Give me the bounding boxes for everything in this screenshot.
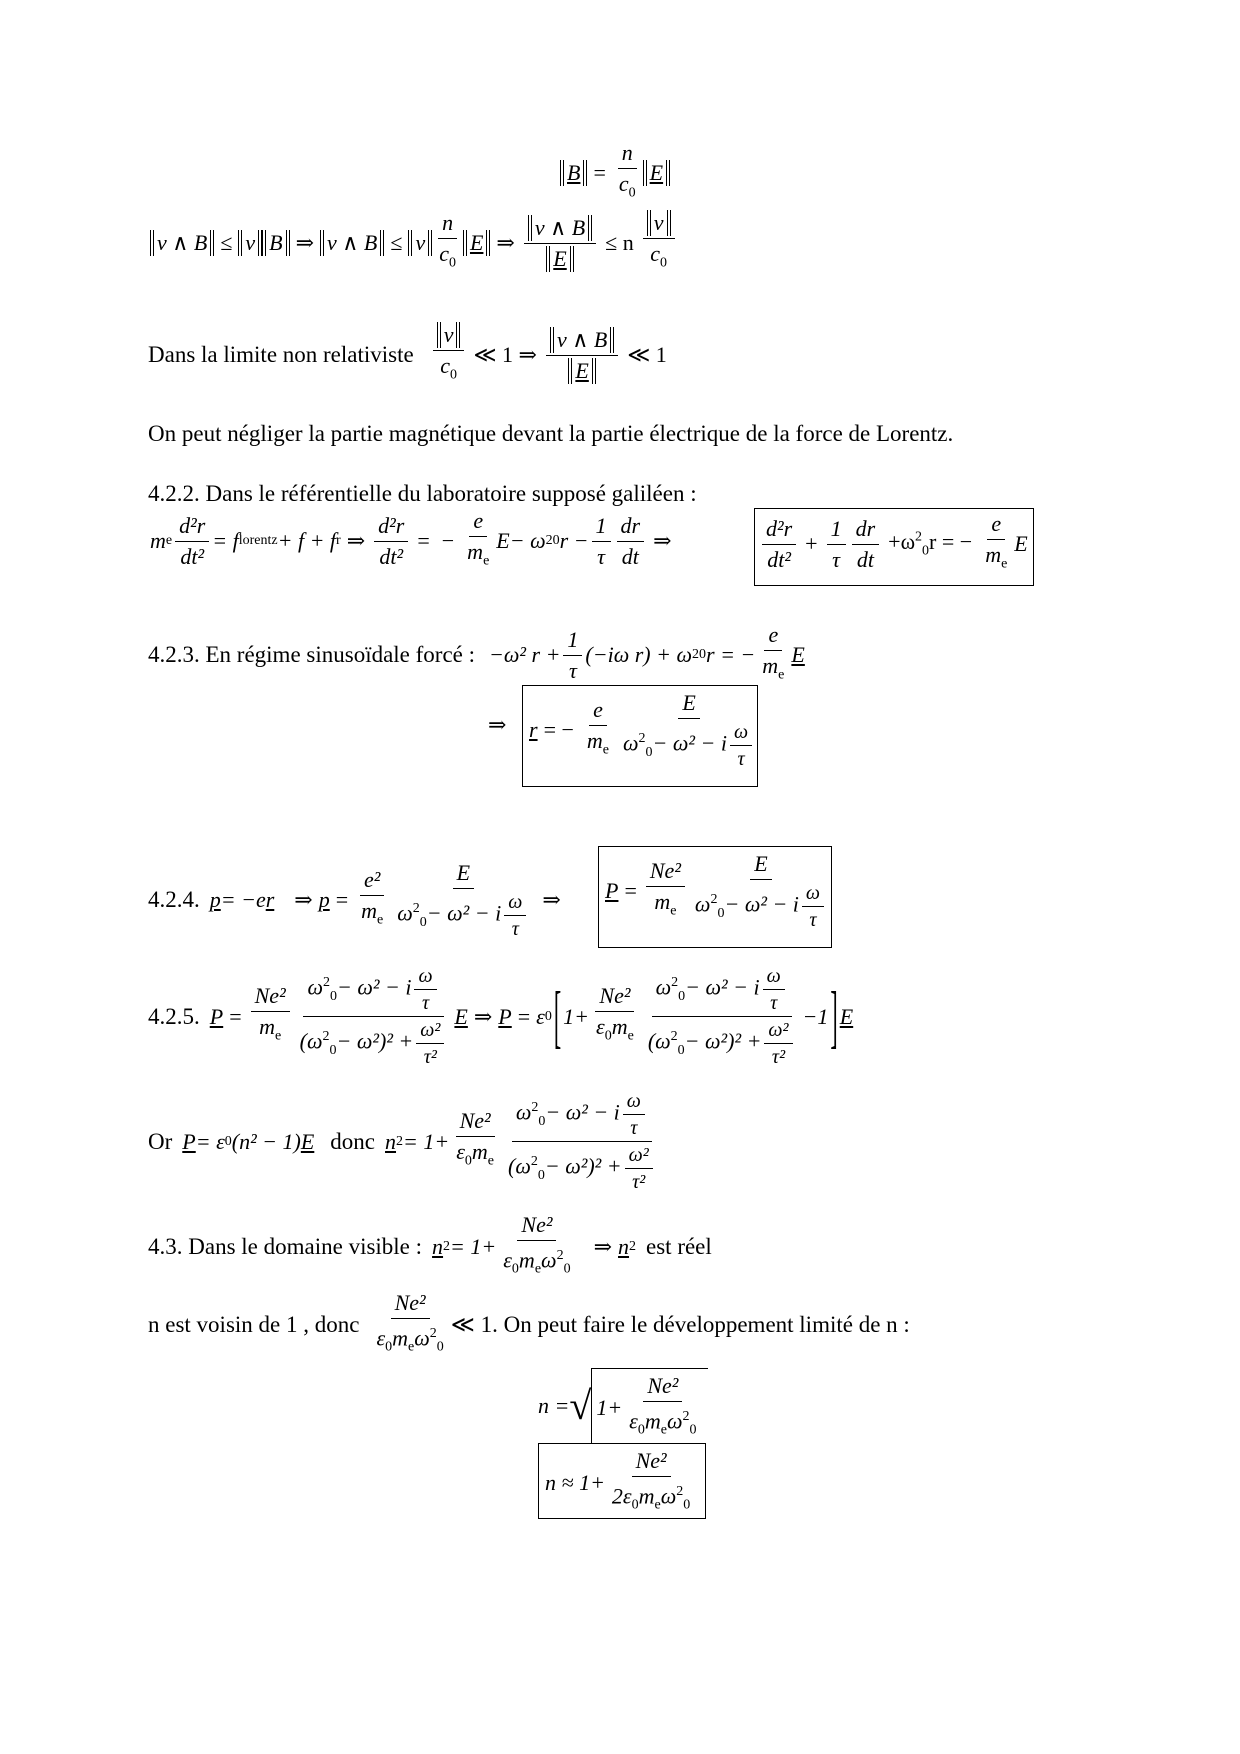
d2r-3: d²r (762, 516, 796, 545)
norm-v-wedge-b: v ∧ B (150, 230, 214, 256)
p-cap-4: P (182, 1128, 196, 1154)
ta-6: τ (630, 1117, 638, 1139)
e-num: e (469, 508, 487, 537)
den1-3: (ω (508, 1153, 531, 1179)
p-cap-2: P (209, 1003, 224, 1029)
e-3: e (764, 622, 782, 651)
norm-b: B (262, 230, 289, 256)
norm-v: v (238, 230, 262, 256)
le-n: ≤ n (605, 230, 634, 256)
ne2-7: Ne² (643, 1373, 682, 1402)
eq1: −ω² r + (489, 642, 561, 668)
m-12: m (392, 1325, 409, 1351)
w-4: ω (660, 1483, 677, 1509)
e-vec-6: E (750, 851, 771, 880)
sub-e: e (165, 533, 173, 549)
section-4-2-2-label: 4.2.2. Dans le référentielle du laboratoire supposé galiléen : (148, 481, 697, 506)
tau-2: τ (832, 546, 841, 572)
implies-5: ⇒ (294, 887, 313, 912)
m-5: m (586, 727, 603, 753)
e-vec: E (496, 528, 510, 554)
p-cap: P (605, 878, 619, 903)
minus-one: −1 (802, 1003, 829, 1029)
ne2-3: Ne² (595, 983, 634, 1012)
om-6: ω (623, 1090, 645, 1115)
m-8: m (259, 1014, 275, 1040)
d2r: d²r (175, 513, 209, 542)
paragraph-lorentz: On peut négliger la partie magnétique devant la partie électrique de la force de Lorentz. (148, 421, 954, 446)
dr: dr (617, 513, 645, 542)
e-vec-4: E (678, 690, 699, 719)
nonrel-frac-c: c (440, 353, 450, 378)
forces: = f (212, 528, 239, 554)
n-under: n (385, 1128, 397, 1154)
e-vec-9: E (300, 1128, 315, 1154)
den2-4: − ω²)² + (336, 1028, 414, 1054)
m-7: m (654, 888, 671, 914)
plus-f: + f + f (277, 528, 337, 554)
boxed-result-4-2-4: P = $\frac{\text{Ne²}}{m_e}$ E $\omega^2_0- \omega^2 - i$ $\frac{\omega}{\tau}$ (598, 846, 832, 948)
num-omega: ω (307, 974, 324, 1000)
frac-c: c (439, 241, 449, 266)
equation-or: Or P = ε 0 (n² − 1) E donc n 2 = 1+ $\frac{\text{Ne²}}{\varepsilon_0m_e}$ $\omega^2_0- \omega^2 - i$ $\frac{\omega}{\tau}$ $(\omega^2_0- \omega^2)^2$ + $\frac{\text{ω²}}{\text{τ²}}$ (148, 1090, 663, 1193)
eq2: (−iω r) + ω (585, 642, 693, 668)
eps-5: ε (376, 1325, 386, 1351)
m-6: m (361, 897, 378, 923)
equation-inequality (150, 210, 678, 276)
ta2: τ² (423, 1046, 437, 1068)
or-label: Or (148, 1128, 173, 1154)
den2-6: − ω²)² + (544, 1153, 622, 1179)
rhs: = 1+ (403, 1128, 450, 1154)
implies-3: ⇒ (346, 528, 366, 554)
tau: τ (597, 543, 605, 569)
w: ω (541, 1247, 557, 1273)
one-3: 1 (563, 627, 582, 656)
r-vec: r (529, 717, 538, 742)
e-vec-7: E (454, 1003, 468, 1029)
nonrel-frac-vb: v ∧ B (550, 327, 614, 353)
nonrel-frac-v: v (437, 322, 461, 348)
frac-den-e: E (546, 246, 573, 272)
ll-one: ≪ 1 (627, 342, 667, 368)
sub-lorentz: lorentz (238, 533, 278, 549)
norm-v-wedge-b-2: v ∧ B (320, 230, 384, 256)
equals-sign: = (593, 160, 606, 186)
norm-v-2: v (408, 230, 432, 256)
frac-n: n (438, 210, 457, 239)
dt-2: dt (856, 546, 874, 572)
den1: (ω (299, 1028, 323, 1054)
den2-2: − ω² − i (426, 900, 502, 926)
m: m (150, 528, 166, 554)
ll-implies: ≪ 1 ⇒ (473, 342, 537, 368)
equation-4-2-3: 4.2.3. En régime sinusoïdale forcé : −ω² r + $\frac{1}{\tau}$ (−iω r) + ω 2 0 r = − $\frac{e}{m_e}$ E (148, 622, 805, 683)
two-eps: 2ε (611, 1483, 632, 1509)
eq-minus-e: = −e (220, 887, 266, 912)
den1-2: (ω (647, 1028, 671, 1054)
implies-4: ⇒ (653, 528, 672, 554)
section-4-3-label: 4.3. Dans le domaine visible : (148, 1234, 423, 1260)
num2-3: − ω² − i (545, 1099, 620, 1125)
e-vec-3: E (791, 642, 805, 668)
sub-zero-2: 0 (448, 255, 456, 271)
m-9: m (611, 1014, 628, 1040)
dt: dt (621, 543, 639, 569)
n-approx: n ≈ 1+ (545, 1470, 605, 1496)
w-3: ω (666, 1408, 683, 1434)
section-4-2-4-label: 4.2.4. (148, 887, 200, 912)
ne2-6: Ne² (391, 1290, 430, 1319)
ta-3: τ (809, 909, 817, 931)
n-under-2: n (432, 1234, 444, 1260)
section-4-2-5-label: 4.2.5. (148, 1003, 200, 1029)
implies-1: ⇒ (295, 230, 315, 256)
ta-2: τ (511, 918, 519, 940)
den2-5: − ω²)² + (684, 1028, 762, 1054)
sub-zero-3: 0 (660, 255, 668, 271)
dt2-2: dt² (379, 543, 404, 569)
nonrel-text: Dans la limite non relativiste (148, 342, 414, 368)
p-cap-3: P (498, 1003, 512, 1029)
implies-8: ⇒ (593, 1234, 613, 1260)
section-4-2-3-label: 4.2.3. En régime sinusoïdale forcé : (148, 642, 476, 668)
om-3: ω (802, 882, 824, 907)
dt2-3: dt² (767, 546, 791, 572)
dr-2: dr (852, 516, 880, 545)
frac-den-c2: c (650, 241, 661, 266)
eq3: r = − (706, 642, 756, 668)
num-omega-3: ω (515, 1099, 532, 1125)
sub-zero: 0 (628, 185, 636, 201)
omega-den: ω (623, 730, 639, 756)
den2: − ω² − i (652, 730, 727, 756)
dt2: dt² (180, 543, 205, 569)
m-10: m (471, 1139, 488, 1165)
frac-den-c: c (618, 171, 629, 196)
num2-2: − ω² − i (685, 974, 760, 1000)
sub-e-3: e (1001, 556, 1008, 572)
le-sign-2: ≤ (390, 230, 403, 256)
e2: e² (360, 867, 384, 896)
implies-2: ⇒ (496, 230, 515, 256)
est-reel: est réel (646, 1234, 712, 1260)
le-sign: ≤ (220, 230, 233, 256)
n-eq: n = (538, 1392, 570, 1418)
donc-label: donc (330, 1128, 376, 1154)
eps: ε (536, 1003, 545, 1029)
p-vec: p (209, 887, 221, 912)
n-under-3: n (618, 1234, 630, 1260)
m-14: m (638, 1483, 655, 1509)
eps-6: ε (629, 1408, 638, 1434)
m-11: m (518, 1247, 535, 1273)
ta2-3: τ² (632, 1171, 646, 1193)
eps-4: ε (503, 1247, 512, 1273)
sub-zero-4: 0 (449, 367, 457, 383)
nonrel-frac-e: E (568, 358, 595, 384)
ta2-2: τ² (771, 1046, 786, 1068)
n2-minus-1: (n² − 1) (231, 1128, 301, 1154)
equation-b-e (560, 140, 670, 206)
om2-3: ω² (625, 1144, 653, 1169)
om-2: ω (504, 891, 526, 916)
equation-4-2-5: 4.2.5. P = $\frac{\text{Ne²}}{m_e}$ $\omega^2_0- \omega^2 - i$ $\frac{\omega}{\tau}$ $(\omega^2_0- \omega^2)^2$ + $\frac{\text{ω²}}{\text{τ²}}$ E ⇒ P = ε 0 [ 1+ $\frac{\text{Ne²}}{\varepsilon_0m_e}$ $\omega^2_0- \omega^2 - i$ $\frac{\omega}{\tau}$ $(\omega^2_0- \omega^2)^2$ + $\frac{\text{ω²}}{\text{τ²}}$ −1 ] E (148, 965, 854, 1068)
equation-4-2-2: m e $\frac{\text{d²r}}{\text{dt²}}$ = f lorentz + f + f r ⇒ $\frac{\text{d²r}}{\text{dt²}}$ = − $\frac{e}{m_e}$ E − ω 2 0 r − $\frac{1}{\tau}$ $\frac{dr}{dt}$ ⇒ (150, 508, 672, 569)
eps-2: ε (596, 1014, 605, 1040)
implies-4-2-3: ⇒ (488, 712, 507, 737)
b-underline: B (567, 160, 581, 186)
equation-4-3: 4.3. Dans le domaine visible : n 2 = 1+ $\frac{\text{Ne²}}{\varepsilon_0m_e\omega^2_0}$ ⇒ n 2 est réel (148, 1212, 712, 1277)
equation-4-2-4: 4.2.4. p = −e r ⇒ p = $\frac{\text{e²}}{m_e}$ E $\omega^2_0- \omega^2 - i$ $\frac{\omega}{\tau}$ ⇒ (148, 860, 561, 940)
e-vec-8: E (839, 1003, 854, 1029)
frac-num-n: n (618, 140, 637, 169)
num2: − ω² − i (337, 974, 412, 1000)
boxed-result-4-2-2: $\frac{\text{d²r}}{\text{dt²}}$ + $\frac{1}{\tau}$ $\frac{dr}{dt}$ $+\omega^2_0r$ = − $\frac{e}{m_e}$ E (754, 508, 1034, 586)
sub-e-2: e (483, 553, 490, 569)
implies-7: ⇒ (473, 1003, 493, 1029)
ne2-2: Ne² (251, 983, 290, 1012)
m-3: m (985, 542, 1002, 567)
eps-3: ε (456, 1139, 465, 1165)
p-vec-2: p (318, 887, 330, 912)
one-plus-2: 1+ (596, 1395, 623, 1421)
ne2-5: Ne² (517, 1212, 556, 1241)
equation-sqrt: n = √ 1+ $\frac{\text{Ne²}}{\varepsilon_0m_e\omega^2_0}$ (538, 1368, 708, 1444)
e-underline: E (649, 160, 664, 186)
norm-e: E (469, 230, 484, 256)
one-2: 1 (827, 516, 846, 545)
m-4: m (762, 653, 779, 678)
den2-3: − ω² − i (724, 891, 799, 917)
eq-one-plus: = 1+ (450, 1234, 497, 1260)
implies-6: ⇒ (542, 887, 561, 912)
eq-eps: = ε (195, 1128, 225, 1154)
e-num-2: e (987, 511, 1005, 540)
omega-den-3: ω (694, 891, 711, 917)
om2: ω² (416, 1019, 444, 1044)
om-5: ω (763, 965, 785, 990)
ne2-8: Ne² (632, 1448, 671, 1477)
ne2-4: Ne² (456, 1108, 495, 1137)
e-vec-2: E (1014, 531, 1028, 557)
e-vec-5: E (453, 860, 474, 889)
ta-4: τ (421, 992, 430, 1014)
voisin-tail: ≪ 1. On peut faire le développement limité de n : (450, 1312, 910, 1338)
r-vec-2: r (265, 887, 275, 912)
frac-num-v: v (647, 210, 671, 236)
omega: − ω (509, 528, 546, 554)
boxed-result-approx: n ≈ 1+ $\frac{\text{Ne²}}{2\varepsilon_0m_e\omega^2_0}$ (538, 1443, 706, 1519)
frac-num-vb: v ∧ B (528, 215, 592, 241)
sub-r: r (336, 533, 341, 549)
num-omega-2: ω (655, 974, 672, 1000)
w-2: ω (414, 1325, 430, 1351)
d2r-2: d²r (374, 513, 408, 542)
m-13: m (644, 1408, 661, 1434)
om-4: ω (414, 965, 436, 990)
nonrel-line (148, 322, 673, 388)
one: 1 (592, 513, 611, 542)
m-2: m (467, 539, 484, 564)
r-minus: r − (559, 528, 589, 554)
tau-3: τ (568, 657, 577, 683)
voisin-line: n est voisin de 1 , donc $\frac{\text{Ne²}}{\varepsilon_0m_e\omega^2_0}$ ≪ 1. On peut faire le développement limité de n : (148, 1290, 910, 1355)
ta-5: τ (770, 992, 778, 1014)
voisin-text: n est voisin de 1 , donc (148, 1312, 360, 1338)
omega-den-2: ω (397, 900, 413, 926)
e-4: e (589, 697, 607, 726)
om2-2: ω² (764, 1019, 792, 1044)
ne2: Ne² (646, 858, 685, 887)
ta: τ (737, 748, 745, 770)
om: ω (730, 721, 752, 746)
one-plus: 1+ (563, 1003, 590, 1029)
boxed-result-4-2-3: r = − $\frac{e}{m_e}$ E $\omega^2_0- \omega^2 - i$ $\frac{\omega}{\tau}$ (522, 685, 758, 787)
